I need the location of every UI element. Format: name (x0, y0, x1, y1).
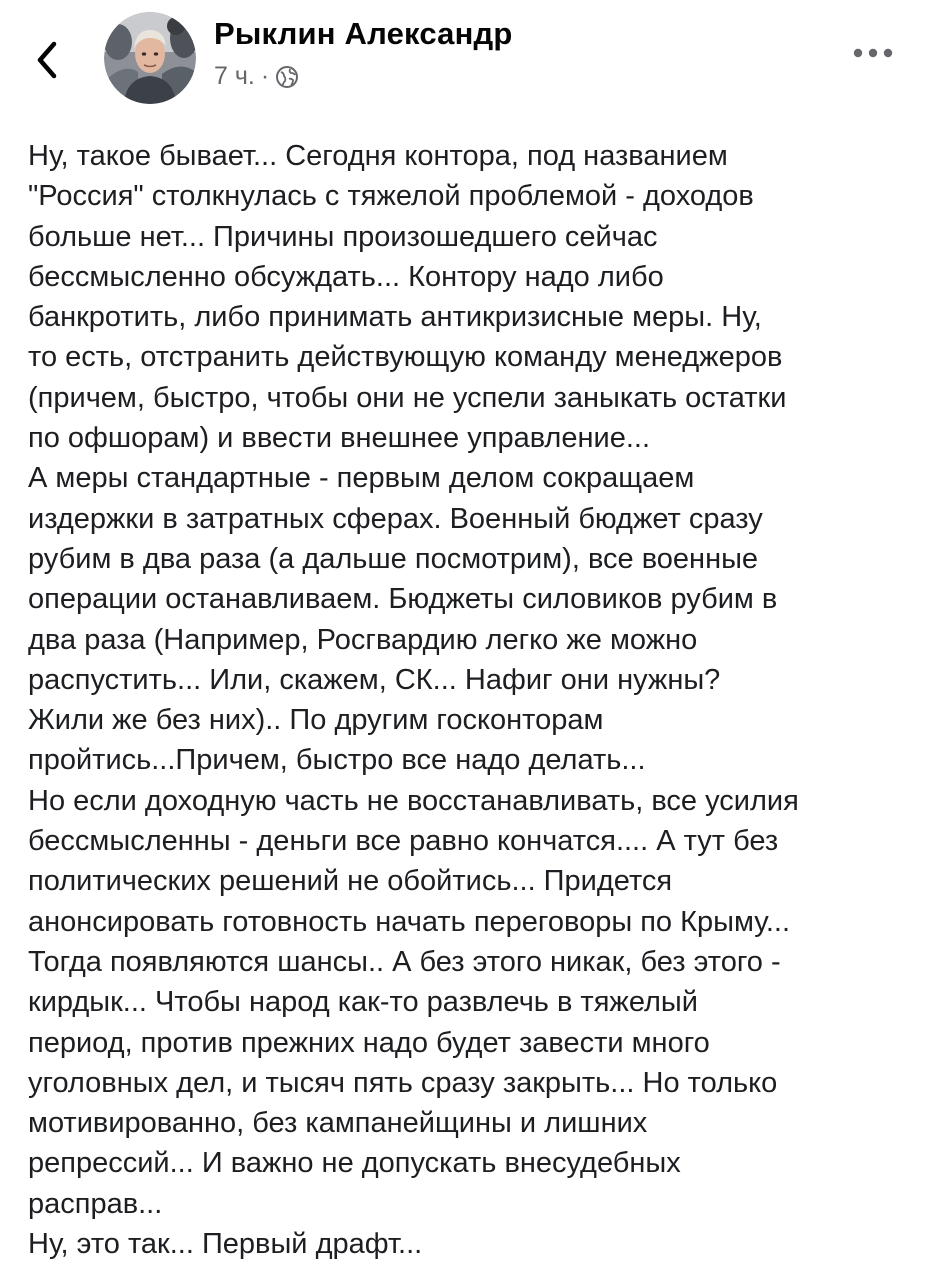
author-name[interactable]: Рыклин Александр (214, 16, 513, 51)
chevron-left-icon (36, 41, 58, 79)
post-text-line: Жили же без них).. По другим госконторам (28, 704, 604, 737)
post-meta (214, 62, 299, 91)
post-text-line: политических решений не обойтись... Придется (28, 865, 673, 898)
post-text-line: пройтись...Причем, быстро все надо делать... (28, 744, 646, 777)
post-time[interactable]: 7 ч. (214, 62, 255, 90)
meta-separator: · (260, 62, 270, 90)
more-horizontal-icon (851, 47, 895, 59)
post-text-line: Но если доходную часть не восстанавливать, все усилия (28, 784, 799, 817)
post-header (0, 0, 927, 120)
back-button[interactable] (22, 32, 72, 88)
post-text-line: бессмысленны - деньги все равно кончатся.... А тут без (28, 825, 779, 858)
post-text-line: банкротить, либо принимать антикризисные меры. Ну, (28, 301, 762, 334)
post-text-line: уголовных дел, и тысяч пять сразу закрыть... Но только (28, 1066, 778, 1099)
post-text-line: кирдык... Чтобы народ как-то развлечь в тяжелый (28, 986, 698, 1019)
post-text-line: операции останавливаем. Бюджеты силовиков рубим в (28, 583, 778, 616)
more-options-button[interactable] (848, 38, 898, 68)
post-text-line: издержки в затратных сферах. Военный бюджет сразу (28, 502, 763, 535)
post-text-line: период, против прежних надо будет завести много (28, 1026, 710, 1059)
post-text-line: распустить... Или, скажем, СК... Нафиг они нужны? (28, 663, 721, 696)
post-text-line: (причем, быстро, чтобы они не успели заныкать остатки (28, 381, 787, 414)
post-text-line: мотивированно, без кампанейщины и лишних (28, 1107, 648, 1140)
post-text-line: Тогда появляются шансы.. А без этого никак, без этого - (28, 945, 781, 978)
post-text-line: по офшорам) и ввести внешнее управление... (28, 422, 650, 455)
post-text-line: больше нет... Причины произошедшего сейчас (28, 220, 658, 253)
post-text-line: бессмысленно обсуждать... Контору надо либо (28, 260, 664, 293)
post-text-line: расправ... (28, 1187, 163, 1220)
post-text-line: репрессий... И важно не допускать внесудебных (28, 1147, 681, 1180)
post-text-line: "Россия" столкнулась с тяжелой проблемой - доходов (28, 180, 754, 213)
globe-icon (275, 65, 299, 89)
avatar[interactable] (104, 12, 196, 104)
post-text-line: то есть, отстранить действующую команду менеджеров (28, 341, 783, 374)
post-text-line: Ну, это так... Первый драфт... (28, 1228, 423, 1261)
post-text-line: рубим в два раза (а дальше посмотрим), все военные (28, 542, 759, 575)
post-text (28, 136, 908, 1264)
post-text-line: анонсировать готовность начать переговоры по Крыму... (28, 905, 791, 938)
post-text-line: Ну, такое бывает... Сегодня контора, под названием (28, 140, 728, 172)
post-text-line: А меры стандартные - первым делом сокращаем (28, 462, 695, 495)
post-text-line: два раза (Например, Росгвардию легко же можно (28, 623, 698, 656)
